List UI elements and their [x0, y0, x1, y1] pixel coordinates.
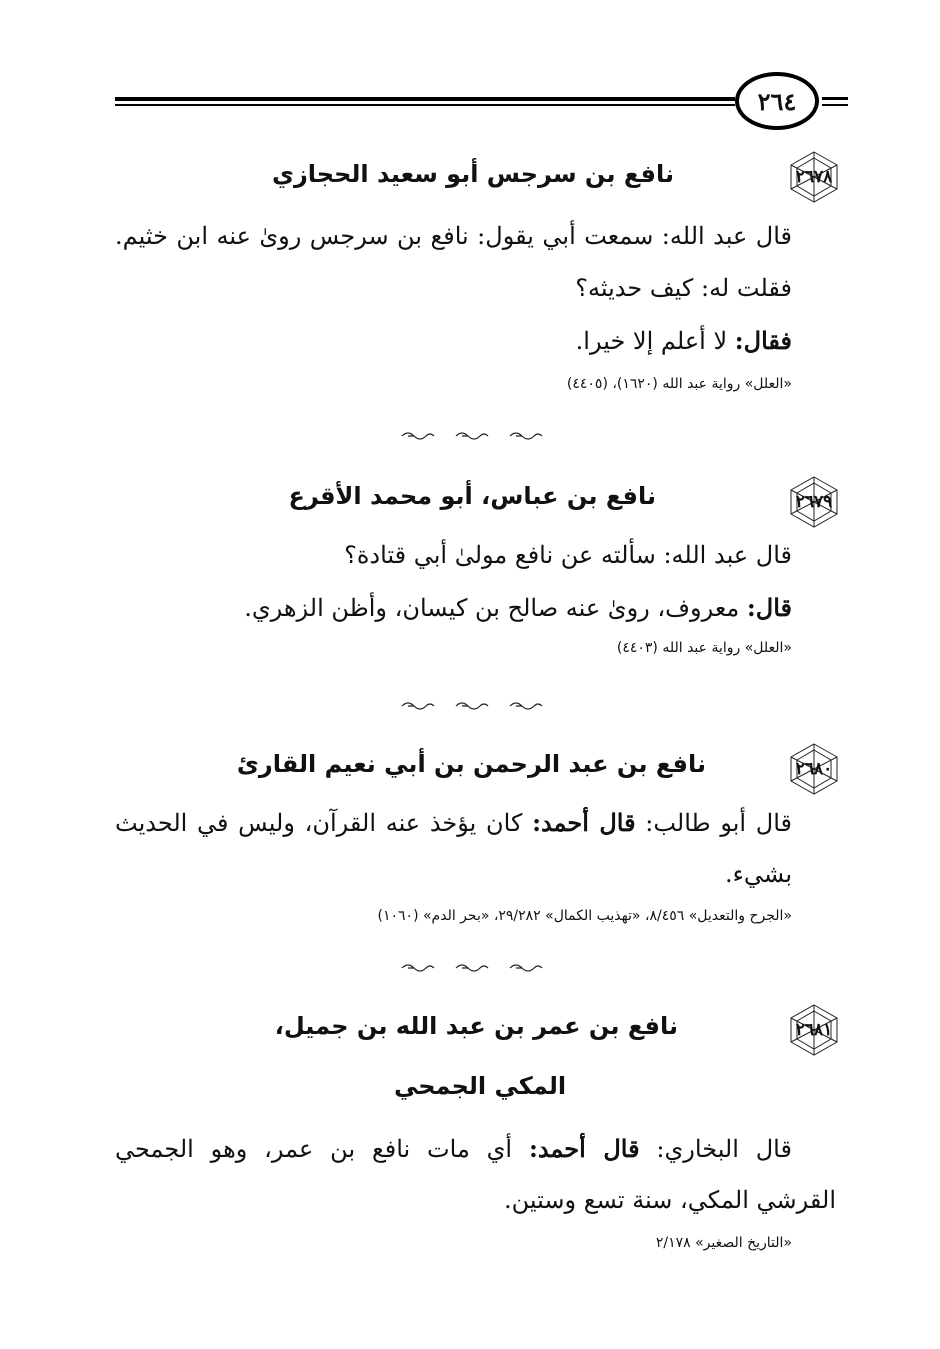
source-citation: «التاريخ الصغير» ٢/١٧٨: [655, 1235, 792, 1251]
body-line: قال عبد الله: سألته عن نافع مولىٰ أبي قتادة؟: [344, 541, 792, 569]
entry-number-badge: [785, 150, 843, 204]
header-rule-right: [822, 97, 848, 100]
section-divider-ornament: [398, 700, 556, 712]
page-number: ٢٦٤: [735, 72, 819, 130]
entry-number: ٢٦٧٩: [795, 492, 833, 512]
entry-number-badge: [785, 1003, 843, 1057]
header-rule-right-thin: [822, 104, 848, 106]
entry-title: نافع بن سرجس أبو سعيد الحجازي: [271, 160, 674, 188]
speaker-label: قال أحمد:: [528, 1134, 640, 1163]
body-text: قال البخاري:: [656, 1135, 792, 1163]
body-text: كان يؤخذ عنه القرآن، وليس في الحديث: [115, 809, 523, 837]
body-line: [115, 808, 792, 837]
entry-title: نافع بن عبد الرحمن بن أبي نعيم القارئ: [236, 750, 706, 778]
body-text: لا أعلم إلا خيرا.: [575, 327, 728, 355]
speaker-label: قال أحمد:: [532, 808, 636, 837]
body-text: قال أبو طالب:: [645, 809, 793, 837]
entry-number-badge: [785, 475, 843, 529]
body-line: [244, 593, 792, 622]
entry-title: نافع بن عباس، أبو محمد الأقرع: [288, 482, 656, 510]
body-text: معروف، روىٰ عنه صالح بن كيسان، وأظن الزهري.: [244, 594, 740, 622]
entry-number-badge: [785, 742, 843, 796]
entry-number: ٢٦٧٨: [795, 167, 833, 187]
source-citation: «العلل» رواية عبد الله (١٦٢٠)، (٤٤٠٥): [566, 376, 792, 392]
body-line: [115, 1134, 792, 1163]
entry-number: ٢٦٨١: [795, 1020, 833, 1040]
body-line: [576, 326, 792, 355]
body-text: أي مات نافع بن عمر، وهو الجمحي: [115, 1135, 513, 1163]
header-rule: [115, 97, 735, 101]
section-divider-ornament: [398, 962, 556, 974]
section-divider-ornament: [398, 430, 556, 442]
speaker-label: فقال:: [734, 326, 792, 355]
header-rule-thin: [115, 104, 735, 106]
body-line: قال عبد الله: سمعت أبي يقول: نافع بن سرجس روىٰ عنه ابن خثيم.: [115, 222, 792, 250]
entry-number: ٢٦٨٠: [795, 759, 833, 779]
speaker-label: قال:: [746, 593, 792, 622]
body-line: بشيء.: [724, 860, 792, 888]
entry-subtitle: المكي الجمحي: [393, 1072, 567, 1100]
source-citation: «الجرح والتعديل» ٨/٤٥٦، «تهذيب الكمال» ٢٩/٢٨٢، «بحر الدم» (١٠٦٠): [377, 908, 792, 924]
entry-title: نافع بن عمر بن عبد الله بن جميل،: [274, 1012, 678, 1040]
body-line: فقلت له: كيف حديثه؟: [575, 274, 792, 302]
body-line: القرشي المكي، سنة تسع وستين.: [503, 1186, 836, 1214]
source-citation: «العلل» رواية عبد الله (٤٤٠٣): [616, 640, 792, 656]
